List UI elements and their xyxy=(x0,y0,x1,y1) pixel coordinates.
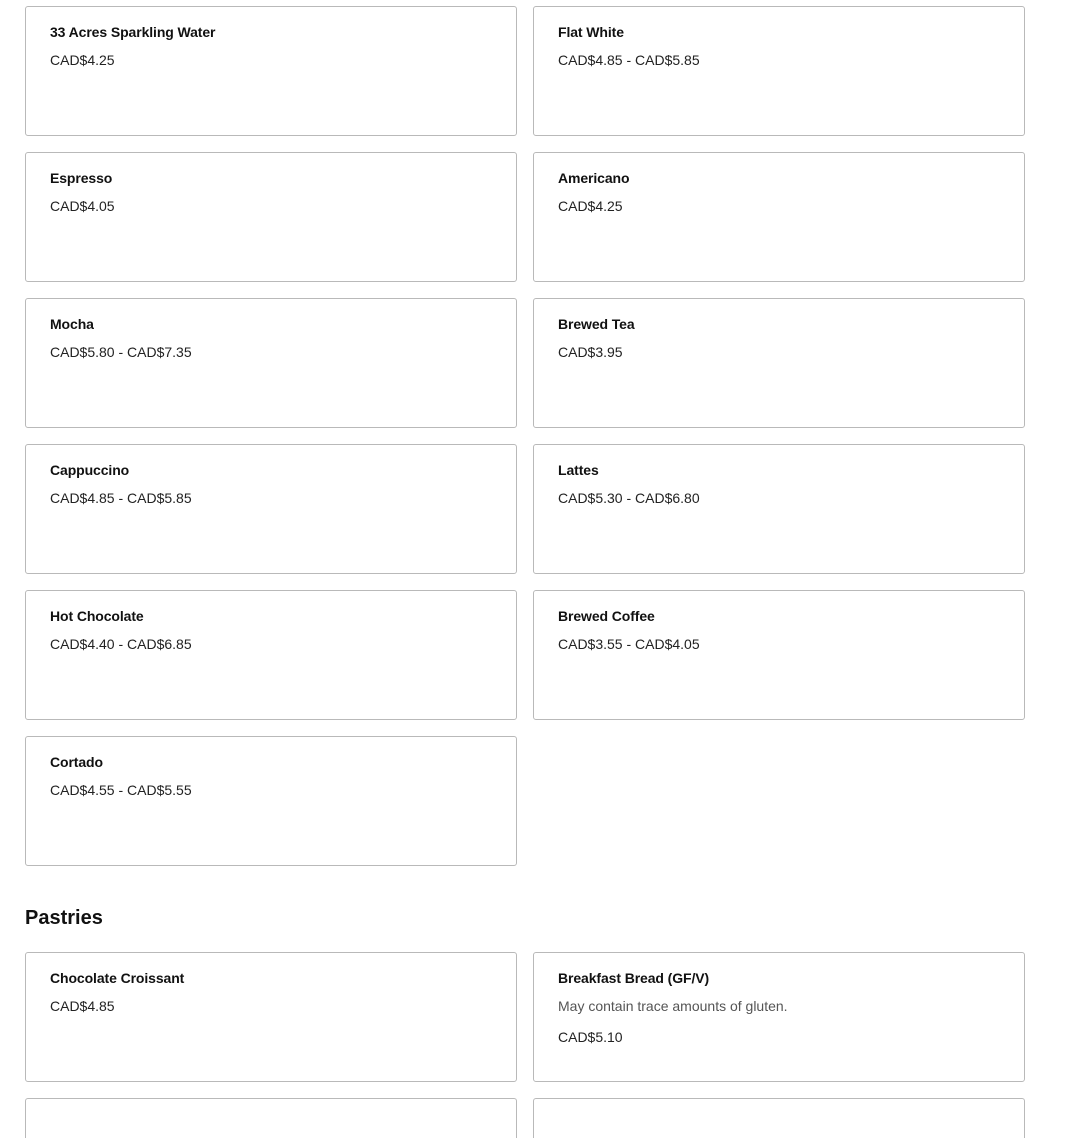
menu-item-card[interactable] xyxy=(533,6,1025,136)
item-price: CAD$5.10 xyxy=(558,1029,623,1045)
item-price: CAD$4.05 xyxy=(50,198,115,214)
item-name: Flat White xyxy=(558,24,624,40)
item-price: CAD$4.55 - CAD$5.55 xyxy=(50,782,192,798)
menu-item-card[interactable] xyxy=(25,152,517,282)
menu-item-card[interactable] xyxy=(25,590,517,720)
item-name: Americano xyxy=(558,170,630,186)
item-name: Cappuccino xyxy=(50,462,130,478)
item-price: CAD$3.55 - CAD$4.05 xyxy=(558,636,700,652)
drinks-item-grid xyxy=(25,6,1025,866)
item-name: Mocha xyxy=(50,316,94,332)
item-price: CAD$5.30 - CAD$6.80 xyxy=(558,490,700,506)
item-price: CAD$4.25 xyxy=(558,198,623,214)
item-name: Lattes xyxy=(558,462,599,478)
pastries-item-grid xyxy=(25,952,1025,1138)
item-name: Hot Chocolate xyxy=(50,608,144,624)
menu-item-card[interactable] xyxy=(533,444,1025,574)
item-name: Chocolate Croissant xyxy=(50,970,185,986)
menu-item-card-partial[interactable] xyxy=(25,1098,517,1138)
menu-item-card[interactable] xyxy=(25,952,517,1082)
menu-item-card-partial[interactable] xyxy=(533,1098,1025,1138)
menu-item-card[interactable] xyxy=(25,6,517,136)
item-name: Brewed Coffee xyxy=(558,608,655,624)
item-name: Cortado xyxy=(50,754,103,770)
item-name: 33 Acres Sparkling Water xyxy=(50,24,216,40)
menu-item-card[interactable] xyxy=(25,298,517,428)
section-heading-pastries: Pastries xyxy=(25,907,103,929)
item-price: CAD$4.85 - CAD$5.85 xyxy=(50,490,192,506)
menu-item-card[interactable] xyxy=(25,444,517,574)
menu-item-card[interactable] xyxy=(533,590,1025,720)
item-price: CAD$4.40 - CAD$6.85 xyxy=(50,636,192,652)
menu-item-card[interactable] xyxy=(533,152,1025,282)
item-name: Breakfast Bread (GF/V) xyxy=(558,970,710,986)
item-price: CAD$4.85 xyxy=(50,998,115,1014)
item-price: CAD$4.25 xyxy=(50,52,115,68)
menu-item-card[interactable] xyxy=(25,736,517,866)
item-price: CAD$4.85 - CAD$5.85 xyxy=(558,52,700,68)
item-description: May contain trace amounts of gluten. xyxy=(558,998,788,1014)
item-price: CAD$3.95 xyxy=(558,344,623,360)
menu-item-card[interactable] xyxy=(533,298,1025,428)
menu-item-card[interactable] xyxy=(533,952,1025,1082)
item-name: Espresso xyxy=(50,170,113,186)
item-name: Brewed Tea xyxy=(558,316,635,332)
item-price: CAD$5.80 - CAD$7.35 xyxy=(50,344,192,360)
